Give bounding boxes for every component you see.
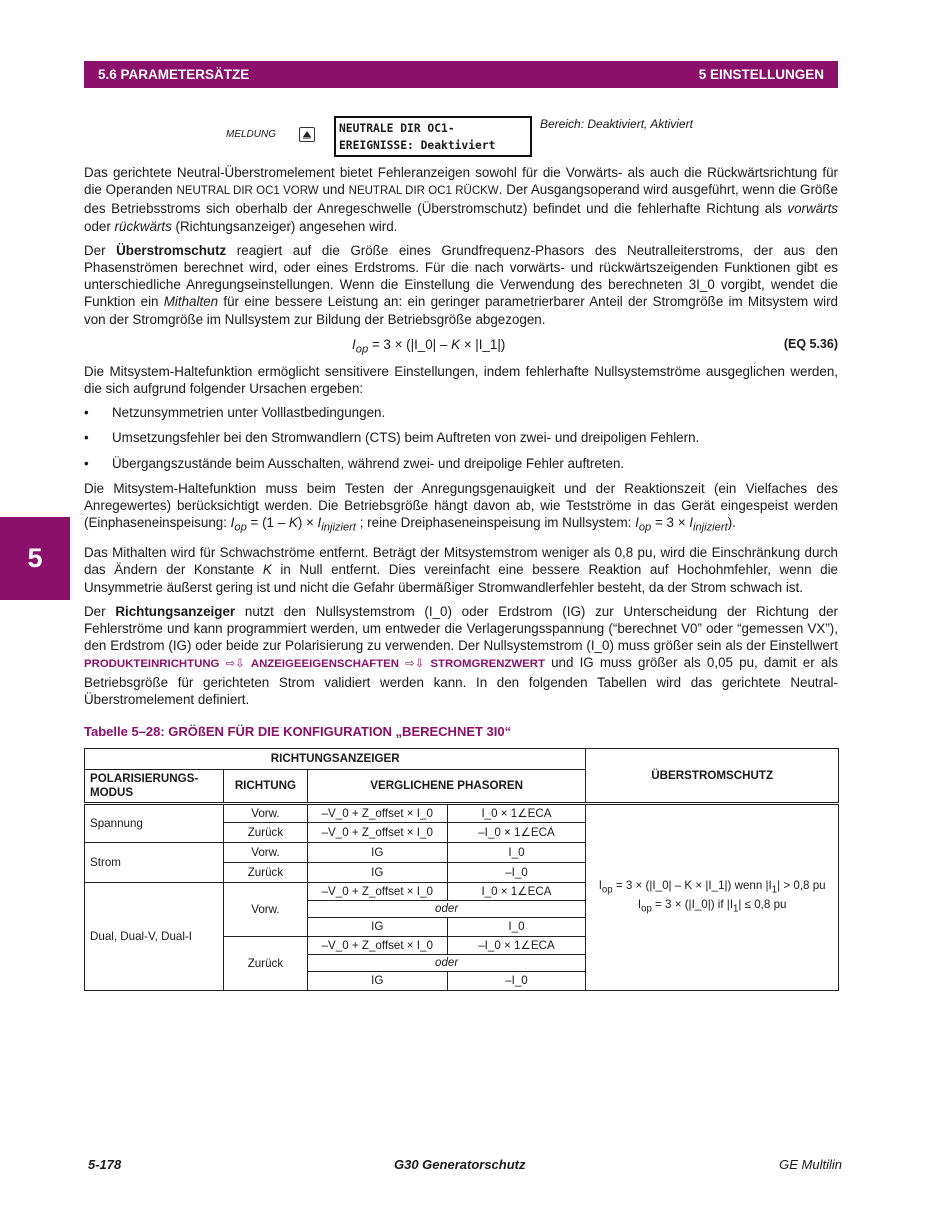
table-title: Tabelle 5–28: GRÖßEN FÜR DIE KONFIGURATION „BERECHNET 3I0“ bbox=[84, 724, 512, 739]
chapter-side-tab: 5 bbox=[0, 517, 70, 600]
paragraph-5: Das Mithalten wird für Schwachströme entfernt. Beträgt der Mitsystemstrom weniger als 0,8 pu, wird die Einschränkung durch das Ändern der Konstante K in Null entfernt. Dies vereinfacht eine bessere Reaktion auf Hochohmfehler, wenn die Unsymmetrie äußerst gering ist und nicht die Gefahr übermäßiger Stromwandlerfehler besteht, da der Strom schwach ist. bbox=[84, 545, 838, 595]
group-header: RICHTUNGSANZEIGER bbox=[85, 749, 586, 770]
paragraph-4: Die Mitsystem-Haltefunktion muss beim Testen der Anregungsgenauigkeit und der Reaktionszeit (ein Vielfaches des Anregewertes) berücksichtigt werden. Die Betriebsgröße hängt davon ab, wie Testströme in das Gerät eingespeist werden (Einphaseneinspeisung: $I_{op} = (1 - K) \times I_{injiziert}$ ; reine Dreiphaseneinspeisung im Nullsystem: $I_{op} = 3 \times I_{injiziert}$). bbox=[84, 480, 838, 534]
col-header-phasors: VERGLICHENE PHASOREN bbox=[307, 770, 585, 804]
table-row: Dual, Dual-V, Dual-I Vorw. –V_0 + Z_offset × I_0 I_0 × 1∠ECA bbox=[85, 883, 839, 901]
equation-number: (EQ 5.36) bbox=[783, 336, 838, 351]
table-row: Strom Vorw. IG I_0 bbox=[85, 843, 839, 863]
table-row: Spannung Vorw. –V_0 + Z_offset × I_0 I_0 × 1∠ECA $I_{op} = 3$ × (|I_0| – K × |I_1|) wenn $|I_1| > 0,8$ pu $I_{op} = 3$ × (|I_0|) if $|I_1| \le 0,8$ pu bbox=[85, 804, 839, 823]
setting-path-1: PRODUKTEINRICHTUNG bbox=[84, 658, 220, 671]
oc-formula-cell bbox=[586, 804, 839, 991]
paragraph-2: Der Überstromschutz reagiert auf die Größe eines Grundfrequenz-Phasors des Neutralleiterstroms, der aus den Phasenströmen berechnet wird, oder eines Erdstroms. Für die nach vorwärts- und rückwärtszeigenden Funktionen gibt es unterschiedliche Anregungseinstellungen. Wenn die Einstellung die Verwendung des berechneten 3I_0 vorgibt, wendet die Funktion ein Mithalten für eine bessere Leistung an: ein geringer parametrierbarer Anteil der Stromgröße im Mitsystem wird von der Stromgröße im Nullsystem zur Bildung der Betriebsgröße abgezogen. bbox=[84, 242, 839, 327]
setting-range: Bereich: Deaktiviert, Aktiviert bbox=[540, 117, 693, 131]
col-header-polar: POLARISIERUNGS-MODUS bbox=[85, 770, 224, 804]
chapter-title: 5 EINSTELLUNGEN bbox=[698, 67, 824, 82]
list-item: • Netzunsymmetrien unter Volllastbedingungen. bbox=[84, 405, 386, 421]
equation-5-36 bbox=[84, 335, 838, 357]
section-title: 5.6 PARAMETERSÄTZE bbox=[98, 67, 250, 82]
lcd-line-2: EREIGNISSE: Deaktiviert bbox=[339, 139, 496, 152]
col-header-dir: RICHTUNG bbox=[223, 770, 307, 804]
config-table bbox=[84, 748, 839, 991]
meldung-label: MELDUNG bbox=[226, 129, 277, 140]
lcd-display bbox=[334, 116, 532, 157]
paragraph-1: Das gerichtete Neutral-Überstromelement bietet Fehleranzeigen sowohl für die Vorwärts- als auch die Rückwärtsrichtung für die Operanden NEUTRAL DIR OC1 VORW und NEUTRAL DIR OC1 RÜCKW. Der Ausgangsoperand wird ausgeführt, wenn die Größe des Betriebsstroms sich oberhalb der Anregeschwelle (Überstromschutz) befindet und die fehlerhafte Richtung als vorwärts oder rückwärts (Richtungsanzeiger) angesehen wird. bbox=[84, 165, 838, 234]
table-row: Zurück IG –I_0 bbox=[85, 863, 839, 883]
menu-arrow-icon: ⇨⇩ bbox=[405, 658, 425, 671]
list-item: • Umsetzungsfehler bei den Stromwandlern (CTS) beim Auftreten von zwei- und dreipoligen Fehlern. bbox=[84, 430, 700, 446]
lcd-line-1: NEUTRALE DIR OC1- bbox=[339, 122, 455, 135]
operand-forward: NEUTRAL DIR OC1 VORW bbox=[176, 185, 319, 198]
paragraph-3: Die Mitsystem-Haltefunktion ermöglicht sensitivere Einstellungen, indem fehlerhafte Nullsystemströme ausgeglichen werden, die sich aufgrund folgender Ursachen ergeben: bbox=[84, 363, 838, 397]
oc-formula-2: $I_{op} = 3$ × (|I_0|) if $|I_1| \le 0,8$ pu bbox=[637, 897, 787, 914]
table-row: Zurück –V_0 + Z_offset × I_0 –I_0 × 1∠ECA bbox=[85, 823, 839, 843]
product-name: G30 Generatorschutz bbox=[394, 1157, 526, 1172]
table-row: IG I_0 bbox=[85, 918, 839, 937]
up-arrow-key-icon bbox=[299, 127, 315, 142]
col-header-oc: ÜBERSTROMSCHUTZ bbox=[586, 749, 839, 804]
section-header bbox=[84, 61, 838, 88]
equation: $I_{op} = 3$ × (|I_0| – K × |I_1|) bbox=[352, 336, 506, 356]
body-text bbox=[84, 164, 838, 715]
table-row: IG –I_0 bbox=[85, 972, 839, 991]
page-number: 5-178 bbox=[88, 1157, 122, 1172]
setting-display bbox=[0, 114, 950, 160]
table-row: oder bbox=[85, 955, 839, 972]
table-row: oder bbox=[85, 901, 839, 918]
operand-reverse: NEUTRAL DIR OC1 RÜCKW bbox=[348, 185, 499, 198]
setting-path-2: ANZEIGEEIGENSCHAFTEN bbox=[250, 658, 399, 671]
list-item: • Übergangszustände beim Ausschalten, während zwei- und dreipolige Fehler auftreten. bbox=[84, 455, 625, 471]
paragraph-6: Der Richtungsanzeiger nutzt den Nullsystemstrom (I_0) oder Erdstrom (IG) zur Unterscheidung der Richtung der Fehlerströme und kann programmiert werden, um entweder die Verlagerungsspannung (“berechnet V0” oder “gemessen VX”), den Erdstrom (IG) oder beide zur Polarisierung zu verwenden. Der Nullsystemstrom (I_0) muss größer sein als der Einstellwert PRODUKTEINRICHTUNG ⇨⇩ ANZEIGEEIGENSCHAFTEN ⇨⇩ STROMGRENZWERT und IG muss größer als 0,05 pu, damit er als Betriebsgröße für gerichteten Strom validiert werden kann. In den folgenden Tabellen wird das gerichtete Neutral-Überstromelement definiert. bbox=[84, 603, 838, 707]
bullet-list bbox=[84, 404, 838, 472]
company-name: GE Multilin bbox=[779, 1157, 842, 1172]
table-row: Zurück –V_0 + Z_offset × I_0 –I_0 × 1∠ECA bbox=[85, 937, 839, 955]
oc-formula-1: $I_{op} = 3$ × (|I_0| – K × |I_1|) wenn $|I_1| > 0,8$ pu bbox=[598, 879, 826, 896]
menu-arrow-icon: ⇨⇩ bbox=[225, 658, 245, 671]
setting-path-3: STROMGRENZWERT bbox=[430, 658, 545, 671]
